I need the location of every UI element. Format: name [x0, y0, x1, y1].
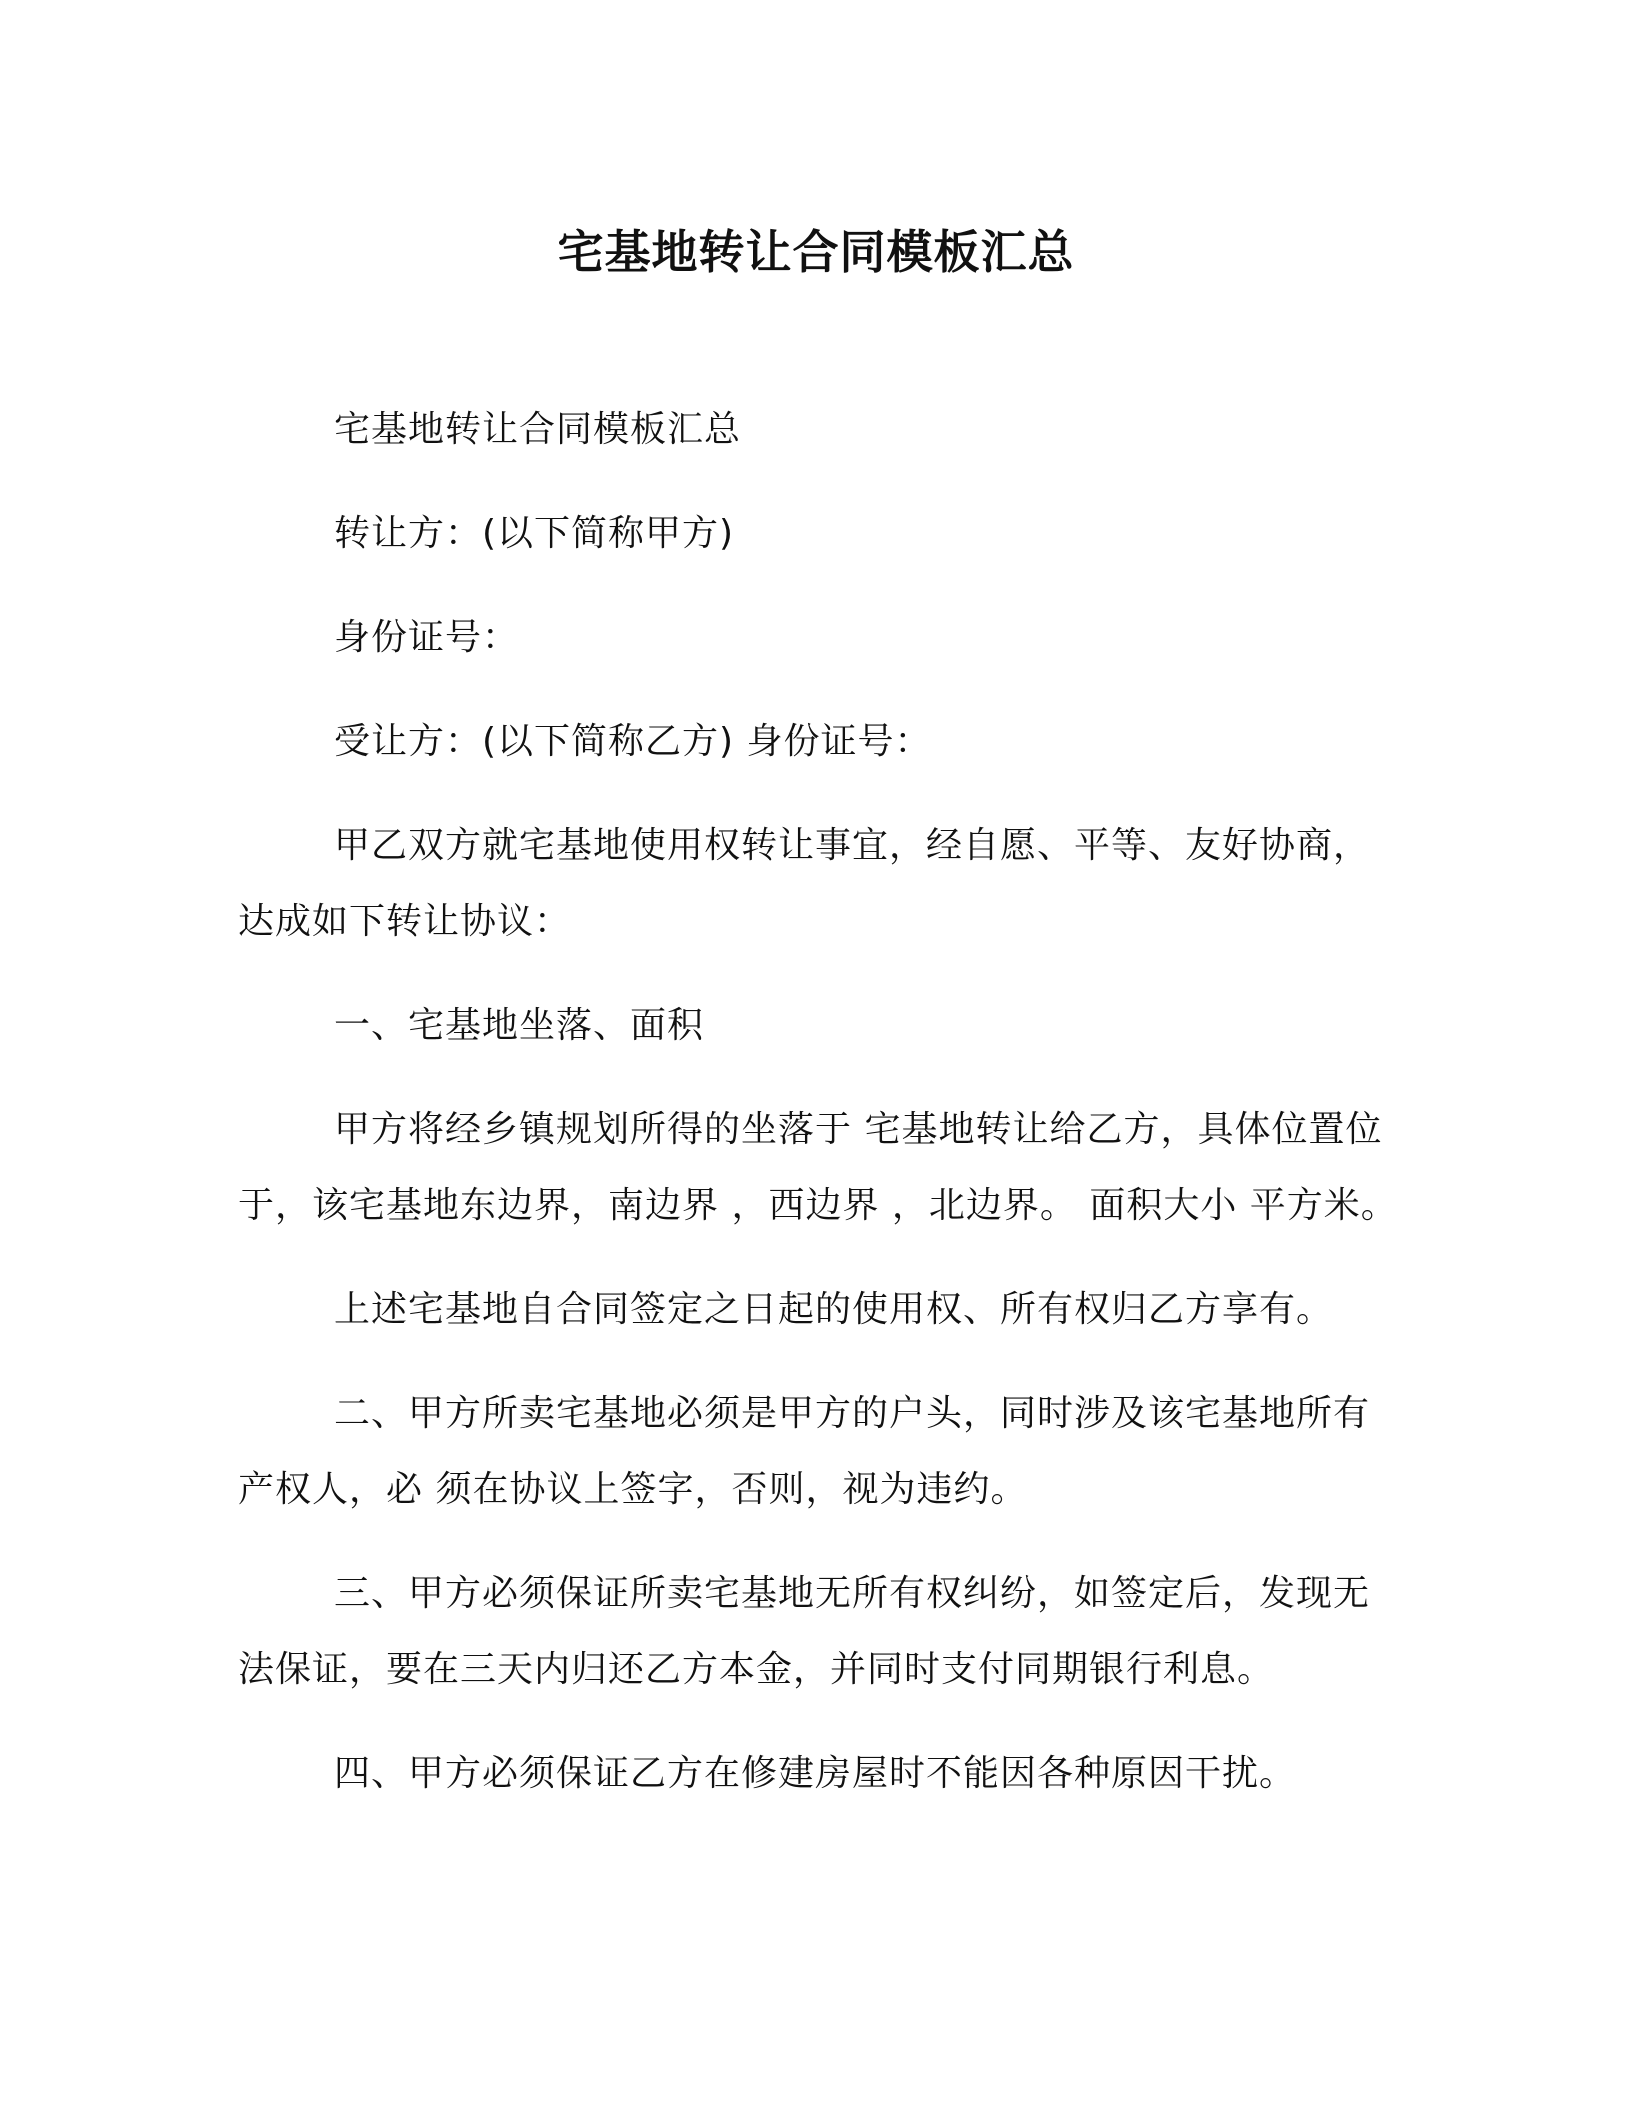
paragraph-section-1-heading: 一、宅基地坐落、面积 [334, 1005, 705, 1046]
document-body [238, 392, 1398, 1840]
paragraph-transferor-id: 身份证号： [334, 617, 520, 658]
paragraph-section-2: 二、甲方所卖宅基地必须是甲方的户头，同时涉及该宅基地所有产权人，必 须在协议上签字，否则，视为违约。 [238, 1393, 1371, 1510]
paragraph-transferee: 受让方：(以下简称乙方) 身份证号： [334, 721, 932, 762]
paragraph-preamble: 甲乙双方就宅基地使用权转让事宜，经自愿、平等、友好协商，达成如下转让协议： [238, 825, 1371, 942]
paragraph-location: 甲方将经乡镇规划所得的坐落于 宅基地转让给乙方，具体位置位于，该宅基地东边界，南边界 ，西边界 ，北边界。 面积大小 平方米。 [238, 1109, 1398, 1226]
paragraph-transferor: 转让方：(以下简称甲方) [334, 513, 735, 554]
paragraph-section-3: 三、甲方必须保证所卖宅基地无所有权纠纷，如签定后，发现无法保证，要在三天内归还乙方本金，并同时支付同期银行利息。 [238, 1573, 1371, 1690]
document-title: 宅基地转让合同模板汇总 [557, 225, 1075, 279]
paragraph-section-4: 四、甲方必须保证乙方在修建房屋时不能因各种原因干扰。 [334, 1753, 1297, 1794]
paragraph-ownership: 上述宅基地自合同签定之日起的使用权、所有权归乙方享有。 [334, 1289, 1334, 1330]
paragraph-subtitle: 宅基地转让合同模板汇总 [334, 409, 742, 450]
